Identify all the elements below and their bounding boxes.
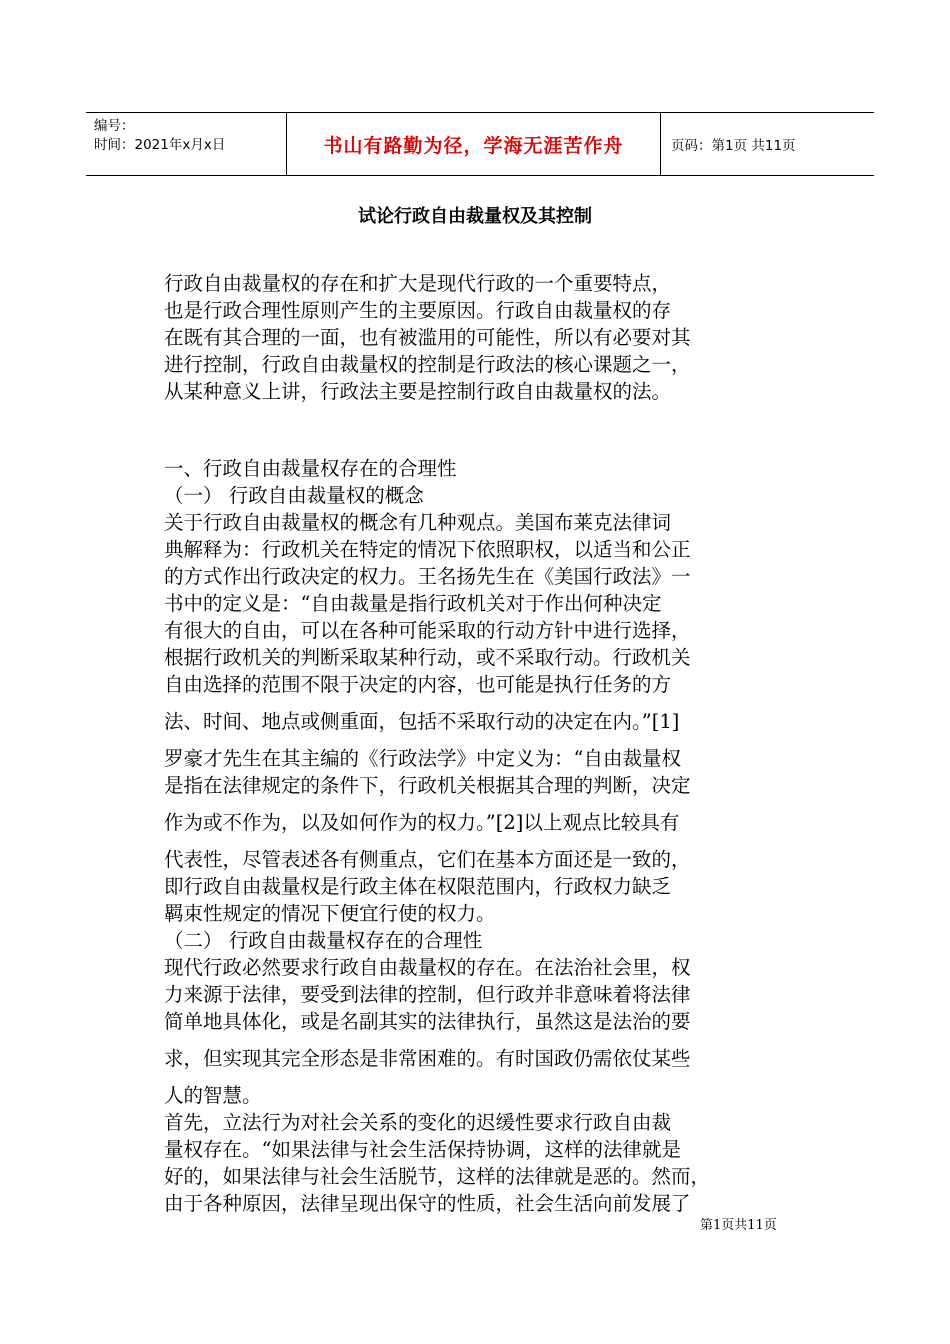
text-line: 一、行政自由裁量权存在的合理性 (164, 457, 457, 480)
text-line: 也是行政合理性原则产生的主要原因。行政自由裁量权的存 (164, 299, 672, 322)
text-line: 行政自由裁量权的存在和扩大是现代行政的一个重要特点， (164, 272, 672, 295)
text-line: 好的，如果法律与社会生活脱节，这样的法律就是恶的。然而， (164, 1165, 711, 1188)
number-label: 编号： (94, 118, 135, 134)
motto-text: 书山有路勤为径，学海无涯苦作舟 (323, 134, 624, 157)
text-line: 法、时间、地点或侧重面，包括不采取行动的决定在内。”[1] (164, 710, 680, 733)
text-line: 进行控制，行政自由裁量权的控制是行政法的核心课题之一， (164, 353, 691, 376)
document-title: 试论行政自由裁量权及其控制 (358, 206, 592, 227)
text-line: 代表性，尽管表述各有侧重点，它们在基本方面还是一致的， (164, 848, 691, 871)
text-line: 有很大的自由，可以在各种可能采取的行动方针中进行选择， (164, 619, 691, 642)
text-line: 自由选择的范围不限于决定的内容，也可能是执行任务的方 (164, 673, 672, 696)
text-line: 在既有其合理的一面，也有被滥用的可能性，所以有必要对其 (164, 326, 691, 349)
text-line: 即行政自由裁量权是行政主体在权限范围内，行政权力缺乏 (164, 875, 672, 898)
header-page-info: 页码：第1页 共11页 (671, 138, 796, 154)
text-line: 书中的定义是：“自由裁量是指行政机关对于作出何种决定 (164, 592, 662, 615)
text-line: 现代行政必然要求行政自由裁量权的存在。在法治社会里，权 (164, 956, 691, 979)
text-line: 简单地具体化，或是名副其实的法律执行，虽然这是法治的要 (164, 1010, 691, 1033)
text-line: 根据行政机关的判断采取某种行动，或不采取行动。行政机关 (164, 646, 691, 669)
text-line: 人的智慧。 (164, 1084, 262, 1107)
text-line: 的方式作出行政决定的权力。王名扬先生在《美国行政法》一 (164, 565, 691, 588)
text-line: 典解释为：行政机关在特定的情况下依照职权，以适当和公正 (164, 538, 691, 561)
text-line: （一） 行政自由裁量权的概念 (164, 484, 424, 507)
text-line: 罗豪才先生在其主编的《行政法学》中定义为：“自由裁量权 (164, 747, 681, 770)
header-table (86, 112, 874, 176)
text-line: 从某种意义上讲，行政法主要是控制行政自由裁量权的法。 (164, 380, 672, 403)
text-line: 力来源于法律，要受到法律的控制，但行政并非意味着将法律 (164, 983, 691, 1006)
time-label: 时间：2021年x月x日 (94, 137, 226, 153)
text-line: 作为或不作为，以及如何作为的权力。”[2]以上观点比较具有 (164, 811, 680, 834)
text-line: 首先，立法行为对社会关系的变化的迟缓性要求行政自由裁 (164, 1111, 672, 1134)
header-meta (86, 113, 286, 175)
text-line: 关于行政自由裁量权的概念有几种观点。美国布莱克法律词 (164, 511, 672, 534)
text-line: （二） 行政自由裁量权存在的合理性 (164, 929, 483, 952)
text-line: 是指在法律规定的条件下，行政机关根据其合理的判断，决定 (164, 774, 691, 797)
header-motto-cell (286, 113, 661, 175)
text-line: 羁束性规定的情况下便宜行使的权力。 (164, 902, 496, 925)
text-line: 由于各种原因，法律呈现出保守的性质，社会生活向前发展了 (164, 1192, 691, 1215)
text-line: 求，但实现其完全形态是非常困难的。有时国政仍需依仗某些 (164, 1047, 691, 1070)
page-footer: 第1页共11页 (700, 1218, 777, 1233)
text-line: 量权存在。“如果法律与社会生活保持协调，这样的法律就是 (164, 1138, 681, 1161)
